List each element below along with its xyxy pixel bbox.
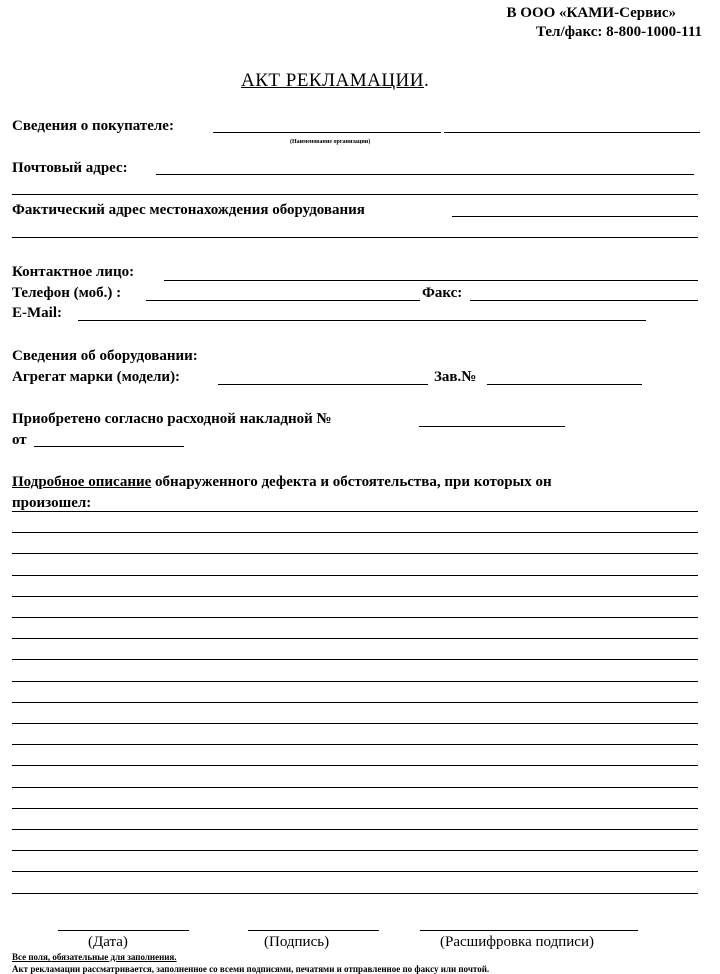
postal-address-line-2[interactable] (12, 194, 698, 195)
serial-label: Зав.№ (434, 369, 477, 385)
phone-fax-line: Тел/факс: 8-800-1000-111 (535, 24, 702, 40)
description-line[interactable] (12, 893, 698, 894)
equipment-heading: Сведения об оборудовании: (12, 348, 198, 364)
serial-line[interactable] (487, 384, 642, 385)
buyer-label: Сведения о покупателе: (12, 118, 174, 134)
description-line[interactable] (12, 871, 698, 872)
fax-line[interactable] (470, 300, 698, 301)
description-line[interactable] (12, 765, 698, 766)
description-line[interactable] (12, 787, 698, 788)
date-signature-line[interactable] (58, 930, 189, 931)
phone-label: Телефон (моб.) : (12, 285, 122, 301)
actual-address-line-2[interactable] (12, 237, 698, 238)
fax-label: Факс: (422, 285, 463, 301)
document-title (241, 70, 429, 92)
description-line[interactable] (12, 659, 698, 660)
description-line[interactable] (12, 829, 698, 830)
description-line[interactable] (12, 575, 698, 576)
phone-line[interactable] (146, 300, 420, 301)
description-label-underlined: Подробное описание (12, 474, 152, 490)
consideration-note: Акт рекламации рассматривается, заполненное со всеми подписями, печатями и отправленное по факсу или почтой. (12, 964, 490, 974)
description-label-rest: обнаруженного дефекта и обстоятельства, при которых он (151, 474, 552, 490)
description-label (12, 473, 552, 491)
description-line[interactable] (12, 553, 698, 554)
description-line[interactable] (12, 638, 698, 639)
description-line[interactable] (12, 596, 698, 597)
description-line[interactable] (12, 723, 698, 724)
description-line[interactable] (12, 532, 698, 533)
sign-caption: (Подпись) (264, 934, 330, 950)
contact-person-label: Контактное лицо: (12, 264, 135, 280)
buyer-sublabel: (Наименование организации) (290, 139, 371, 145)
required-note: Все поля, обязательные для заполнения. (12, 952, 177, 962)
email-label: E-Mail: (12, 305, 62, 321)
decode-signature-line[interactable] (420, 930, 638, 931)
postal-address-label: Почтовый адрес: (12, 160, 128, 176)
description-line[interactable] (12, 744, 698, 745)
description-line[interactable] (12, 808, 698, 809)
recipient-line: В ООО «КАМИ-Сервис» (506, 5, 676, 21)
description-line[interactable] (12, 617, 698, 618)
description-line[interactable] (12, 681, 698, 682)
contact-person-line[interactable] (164, 280, 698, 281)
sign-signature-line[interactable] (248, 930, 379, 931)
title-dot: . (423, 70, 430, 91)
description-line[interactable] (12, 511, 698, 512)
decode-caption: (Расшифровка подписи) (440, 934, 594, 950)
invoice-date-label: от (12, 432, 27, 448)
invoice-date-line[interactable] (34, 446, 184, 447)
buyer-field-line-1[interactable] (213, 132, 441, 133)
description-line[interactable] (12, 850, 698, 851)
description-line[interactable] (12, 702, 698, 703)
email-line[interactable] (78, 320, 646, 321)
invoice-label: Приобретено согласно расходной накладной № (12, 411, 332, 427)
description-label-line2: произошел: (12, 495, 92, 511)
model-label: Агрегат марки (модели): (12, 369, 181, 385)
actual-address-label: Фактический адрес местонахождения оборудования (12, 202, 365, 218)
postal-address-line-1[interactable] (156, 174, 694, 175)
date-caption: (Дата) (88, 934, 128, 950)
invoice-number-line[interactable] (419, 426, 565, 427)
actual-address-line-1[interactable] (452, 216, 698, 217)
model-line[interactable] (218, 384, 428, 385)
buyer-field-line-2[interactable] (444, 132, 700, 133)
title-text: АКТ РЕКЛАМАЦИИ (241, 70, 424, 91)
